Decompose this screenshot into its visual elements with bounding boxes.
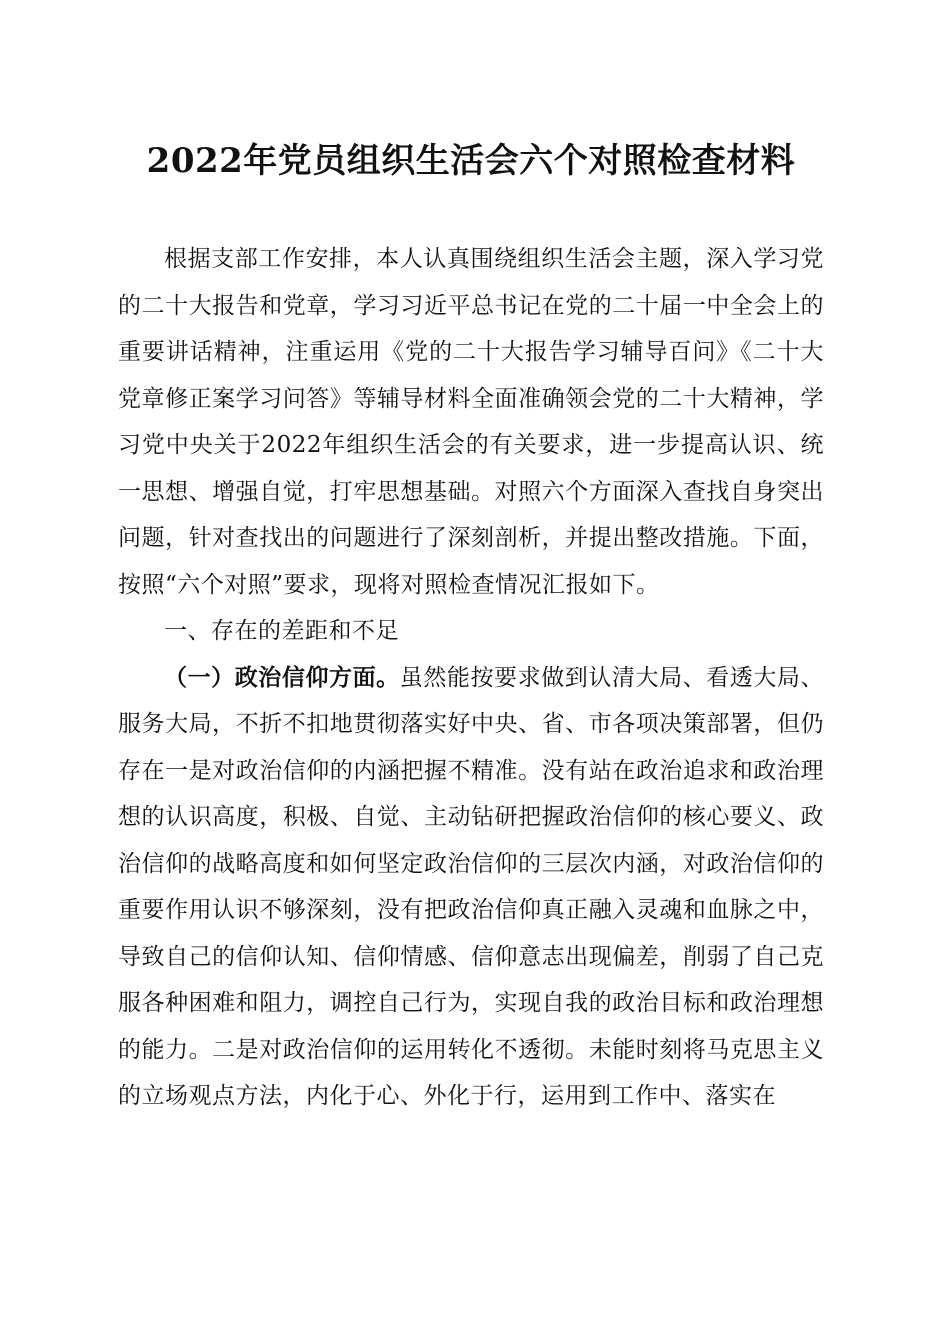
subsection-paragraph [118, 655, 824, 1120]
intro-paragraph: 根据支部工作安排，本人认真围绕组织生活会主题，深入学习党的二十大报告和党章，学习习近平总书记在党的二十届一中全会上的重要讲话精神，注重运用《党的二十大报告学习辅导百问》《二十大党章修正案学习问答》等辅导材料全面准确领会党的二十大精神，学习党中央关于2022年组织生活会的有关要求，进一步提高认识、统一思想、增强自觉，打牢思想基础。对照六个方面深入查找自身突出问题，针对查找出的问题进行了深刻剖析，并提出整改措施。下面，按照“六个对照”要求，现将对照检查情况汇报如下。 [118, 246, 824, 598]
subsection-lead: （一）政治信仰方面。 [164, 664, 400, 691]
document-title: 2022年党员组织生活会六个对照检查材料 [146, 141, 796, 181]
section-heading: 一、存在的差距和不足 [164, 618, 399, 644]
subsection-body: 虽然能按要求做到认清大局、看透大局、服务大局，不折不扣地贯彻落实好中央、省、市各项决策部署，但仍存在一是对政治信仰的内涵把握不精准。没有站在政治追求和政治理想的认识高度，积极、自觉、主动钻研把握政治信仰的核心要义、政治信仰的战略高度和如何坚定政治信仰的三层次内涵，对政治信仰的重要作用认识不够深刻，没有把政治信仰真正融入灵魂和血脉之中，导致自己的信仰认知、信仰情感、信仰意志出现偏差，削弱了自己克服各种困难和阻力，调控自己行为，实现自我的政治目标和政治理想的能力。二是对政治信仰的运用转化不透彻。未能时刻将马克思主义的立场观点方法，内化于心、外化于行，运用到工作中、落实在 [118, 664, 825, 1109]
document-page [118, 130, 824, 1120]
